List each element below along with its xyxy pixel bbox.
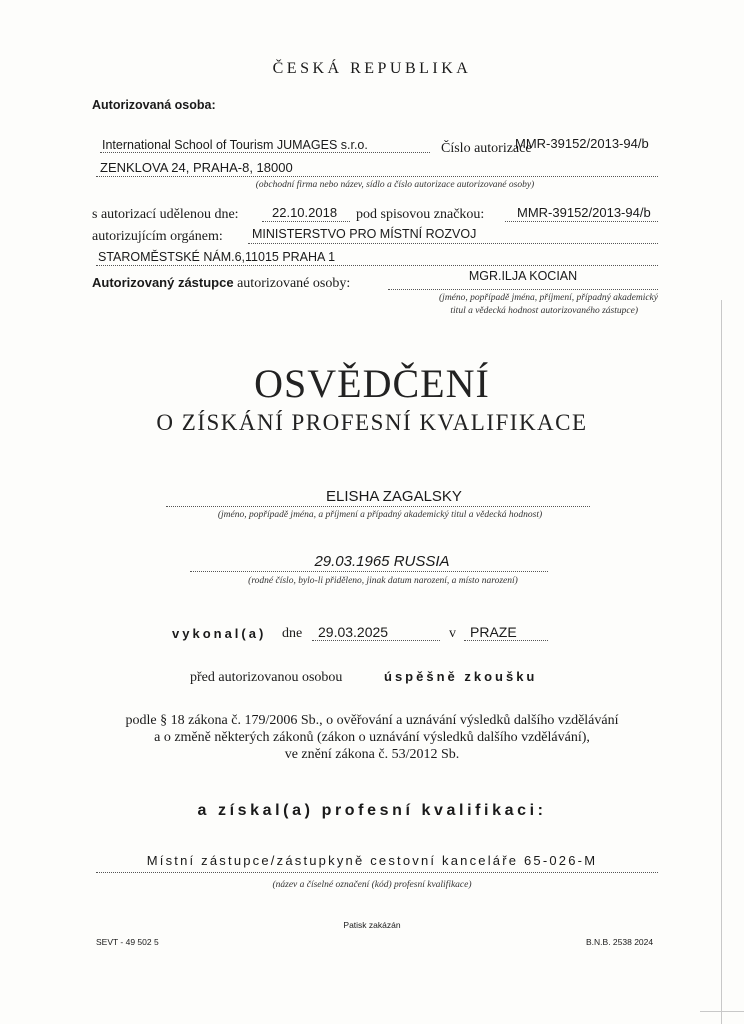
paper-edge — [721, 300, 722, 1024]
authorized-person-label: Autorizovaná osoba: — [92, 98, 216, 112]
holder-name-note: (jméno, popřípadě jména, a příjmení a případný akademický titul a vědecká hodnost) — [217, 510, 543, 520]
representative-label-bold: Autorizovaný zástupce — [92, 275, 234, 290]
state-heading: ČESKÁ REPUBLIKA — [272, 60, 472, 77]
representative-name: MGR.ILJA KOCIAN — [468, 269, 578, 283]
qualification-heading: a získal(a) profesní kvalifikaci: — [197, 802, 547, 819]
representative-note-1: (jméno, popřípadě jména, příjmení, případný akademický — [439, 293, 658, 303]
document-title: OSVĚDČENÍ — [254, 361, 490, 406]
holder-name: ELISHA ZAGALSKY — [326, 488, 462, 505]
authorization-number: MMR-39152/2013-94/b — [515, 136, 649, 151]
holder-birth-line — [190, 571, 548, 572]
paper-edge-bottom — [700, 1011, 744, 1012]
representative-note-2: titul a vědecká hodnost autorizovaného zástupce) — [450, 306, 638, 316]
footer-right-code: B.N.B. 2538 2024 — [586, 937, 654, 947]
exam-result: úspěšně zkoušku — [384, 669, 538, 684]
exam-date-label: dne — [282, 626, 303, 641]
footer-left-code: SEVT - 49 502 5 — [96, 937, 159, 947]
company-note: (obchodní firma nebo název, sídlo a číslo autorizace autorizované osoby) — [255, 180, 535, 190]
authority-address-line — [96, 265, 658, 266]
file-ref-line — [505, 221, 658, 222]
file-ref: MMR-39152/2013-94/b — [517, 205, 651, 220]
exam-date: 29.03.2025 — [318, 624, 389, 640]
company-name: International School of Tourism JUMAGES s.r.o. — [102, 138, 368, 152]
authority-name: MINISTERSTVO PRO MÍSTNÍ ROZVOJ — [252, 227, 477, 241]
before-label: před autorizovanou osobou — [190, 670, 343, 685]
holder-name-line — [166, 506, 590, 507]
reprint-notice: Patisk zakázán — [343, 920, 401, 930]
exam-date-line — [312, 640, 440, 641]
exam-place-line — [464, 640, 548, 641]
authority-address: STAROMĚSTSKÉ NÁM.6,11015 PRAHA 1 — [98, 250, 336, 264]
company-line — [100, 152, 430, 153]
law-line-1: podle § 18 zákona č. 179/2006 Sb., o ověřování a uznávání výsledků dalšího vzdělávání — [125, 713, 619, 728]
holder-birth: 29.03.1965 RUSSIA — [314, 553, 450, 570]
exam-place: PRAZE — [470, 624, 517, 640]
address-line — [96, 176, 658, 177]
granted-label: s autorizací udělenou dne: — [92, 207, 239, 222]
granted-date: 22.10.2018 — [272, 205, 338, 220]
performed-label: vykonal(a) — [172, 626, 267, 641]
granted-date-line — [262, 221, 350, 222]
law-line-3: ve znění zákona č. 53/2012 Sb. — [284, 747, 460, 762]
authority-line — [248, 243, 658, 244]
authorization-number-label: Číslo autorizace — [441, 141, 532, 156]
file-ref-label: pod spisovou značkou: — [356, 207, 485, 222]
document-subtitle: O ZÍSKÁNÍ PROFESNÍ KVALIFIKACE — [156, 410, 588, 435]
holder-birth-note: (rodné číslo, bylo-li přiděleno, jinak datum narození, a místo narození) — [248, 576, 518, 586]
representative-line — [388, 289, 658, 290]
company-address: ZENKLOVA 24, PRAHA-8, 18000 — [100, 160, 293, 175]
qualification-line — [96, 872, 658, 873]
law-line-2: a o změně některých zákonů (zákon o uznávání výsledků dalšího vzdělávání), — [154, 730, 590, 745]
representative-label — [92, 275, 350, 292]
authority-label: autorizujícím orgánem: — [92, 229, 223, 244]
representative-label-rest: autorizované osoby: — [237, 276, 351, 291]
exam-place-label: v — [449, 626, 456, 641]
qualification-name: Místní zástupce/zástupkyně cestovní kanceláře 65-026-M — [146, 853, 598, 868]
qualification-note: (název a číselné označení (kód) profesní kvalifikace) — [272, 880, 472, 890]
